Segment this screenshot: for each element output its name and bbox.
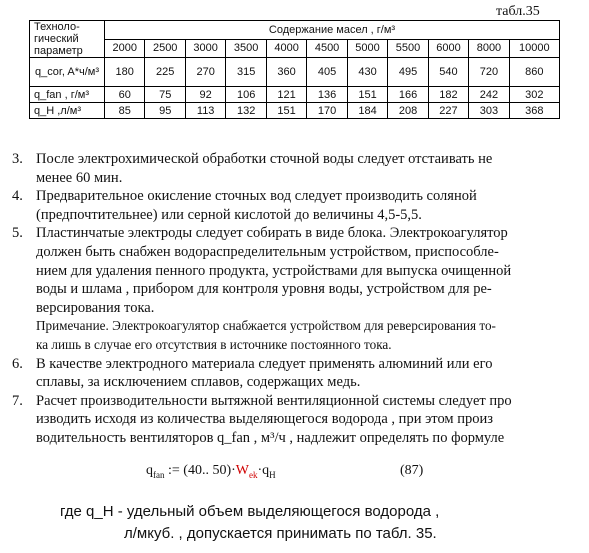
list-item: [12, 150, 572, 187]
param-header-line: гический: [34, 33, 79, 45]
item-body: [36, 150, 572, 187]
table-cell: 405: [307, 58, 347, 87]
table-row: [30, 103, 560, 119]
list-item: [12, 224, 572, 354]
item-body: [36, 224, 572, 354]
column-header: 2500: [145, 39, 185, 58]
column-header: 4000: [266, 39, 306, 58]
formula-lhs: q: [146, 463, 153, 478]
row-param: q_fan , г/м³: [30, 87, 105, 103]
param-header-line: параметр: [34, 45, 83, 57]
column-header: 6000: [428, 39, 468, 58]
param-header-line: Техноло-: [34, 21, 80, 33]
item-line: (предпочтительнее) или серной кислотой до величины 4,5-5,5.: [36, 206, 422, 223]
table-cell: 121: [266, 87, 306, 103]
where-note: [60, 501, 439, 545]
table-cell: 184: [347, 103, 387, 119]
param-header: [30, 21, 105, 58]
mass-header: Содержание масел , г/м³: [105, 21, 560, 40]
table-cell: 180: [105, 58, 145, 87]
item-number: 3.: [12, 151, 23, 167]
item-number: 6.: [12, 355, 23, 372]
table-cell: 60: [105, 87, 145, 103]
table-row: [30, 58, 560, 87]
item-number: 5.: [12, 225, 23, 242]
formula-w-sub: ek: [249, 469, 258, 480]
columns-row: [30, 39, 560, 58]
item-body: [36, 355, 572, 392]
list-item: [12, 355, 572, 392]
item-line: воды и шлама , прибором для контроля уровня воды, устройством для ре-: [36, 281, 492, 298]
item-body: [36, 187, 572, 224]
column-header: 10000: [509, 39, 559, 58]
table-cell: 136: [307, 87, 347, 103]
item-line: Пластинчатые электроды следует собирать в виде блока. Электрокоагулятор: [36, 225, 508, 242]
item-line: Примечание. Электрокоагулятор снабжается устройством для реверсирования то-: [36, 318, 496, 334]
item-line: В качестве электродного материала следует применять алюминий или его: [36, 355, 493, 372]
list-item: [12, 392, 572, 448]
table-cell: 166: [388, 87, 428, 103]
item-line: должен быть снабжен водораспределительным устройством, приспособле-: [36, 243, 499, 260]
column-header: 2000: [105, 39, 145, 58]
item-line: После электрохимической обработки сточной воды следует отстаивать не: [36, 151, 493, 167]
where-line-1: где q_H - удельный объем выделяющегося водорода ,: [60, 503, 440, 520]
table-cell: 227: [428, 103, 468, 119]
table-cell: 360: [266, 58, 306, 87]
numbered-list: [12, 150, 572, 448]
table-cell: 430: [347, 58, 387, 87]
item-line: водительность вентиляторов q_fan , м³/ч , надлежит определять по формуле: [36, 429, 505, 446]
column-header: 8000: [469, 39, 509, 58]
table-cell: 151: [266, 103, 306, 119]
table-cell: 495: [388, 58, 428, 87]
table-cell: 113: [185, 103, 225, 119]
row-param: q_cor, A*ч/м³: [30, 58, 105, 87]
item-number: 4.: [12, 188, 23, 205]
column-header: 5000: [347, 39, 387, 58]
table-cell: 242: [469, 87, 509, 103]
item-number: 7.: [12, 392, 23, 409]
column-header: 5500: [388, 39, 428, 58]
table-cell: 540: [428, 58, 468, 87]
formula: [146, 463, 276, 480]
row-param: q_H ,л/м³: [30, 103, 105, 119]
item-line: нием для удаления пенного продукта, устройствами для выпуска очищенной: [36, 262, 512, 279]
item-line: ка лишь в случае его отсутствия в источнике постоянного тока.: [36, 336, 392, 352]
table-cell: 75: [145, 87, 185, 103]
item-line: менее 60 мин.: [36, 169, 123, 186]
table-cell: 170: [307, 103, 347, 119]
item-line: изводить исходя из количества выделяющегося водорода , при этом произ: [36, 411, 493, 428]
formula-w: W: [235, 463, 249, 478]
table-cell: 151: [347, 87, 387, 103]
column-header: 3000: [185, 39, 225, 58]
item-line: Предварительное окисление сточных вод следует производить соляной: [36, 188, 477, 205]
column-header: 4500: [307, 39, 347, 58]
table-cell: 302: [509, 87, 559, 103]
table-cell: 85: [105, 103, 145, 119]
item-line: сплавы, за исключением сплавов, содержащих медь.: [36, 374, 361, 391]
table-cell: 208: [388, 103, 428, 119]
table-cell: 106: [226, 87, 266, 103]
table-label: табл.35: [496, 4, 540, 19]
table-row: [30, 87, 560, 103]
table-cell: 270: [185, 58, 225, 87]
table-cell: 368: [509, 103, 559, 119]
formula-lhs-sub: fan: [153, 469, 165, 480]
table-cell: 225: [145, 58, 185, 87]
table-cell: 860: [509, 58, 559, 87]
table-cell: 182: [428, 87, 468, 103]
table-cell: 303: [469, 103, 509, 119]
table-cell: 720: [469, 58, 509, 87]
list-item: [12, 187, 572, 224]
where-line-2: л/мкуб. , допускается принимать по табл. 35.: [124, 525, 437, 542]
formula-number: (87): [400, 463, 424, 478]
table-cell: 95: [145, 103, 185, 119]
table-cell: 132: [226, 103, 266, 119]
formula-rhs: ·q: [257, 463, 270, 478]
data-table: [29, 20, 560, 119]
item-line: Расчет производительности вытяжной вентиляционной системы следует про: [36, 392, 512, 409]
item-line: версирования тока.: [36, 299, 155, 316]
table-cell: 92: [185, 87, 225, 103]
table-cell: 315: [226, 58, 266, 87]
item-body: [36, 392, 572, 448]
formula-rhs-sub: H: [269, 469, 276, 480]
formula-assign: := (40.. 50)·: [168, 463, 236, 478]
column-header: 3500: [226, 39, 266, 58]
